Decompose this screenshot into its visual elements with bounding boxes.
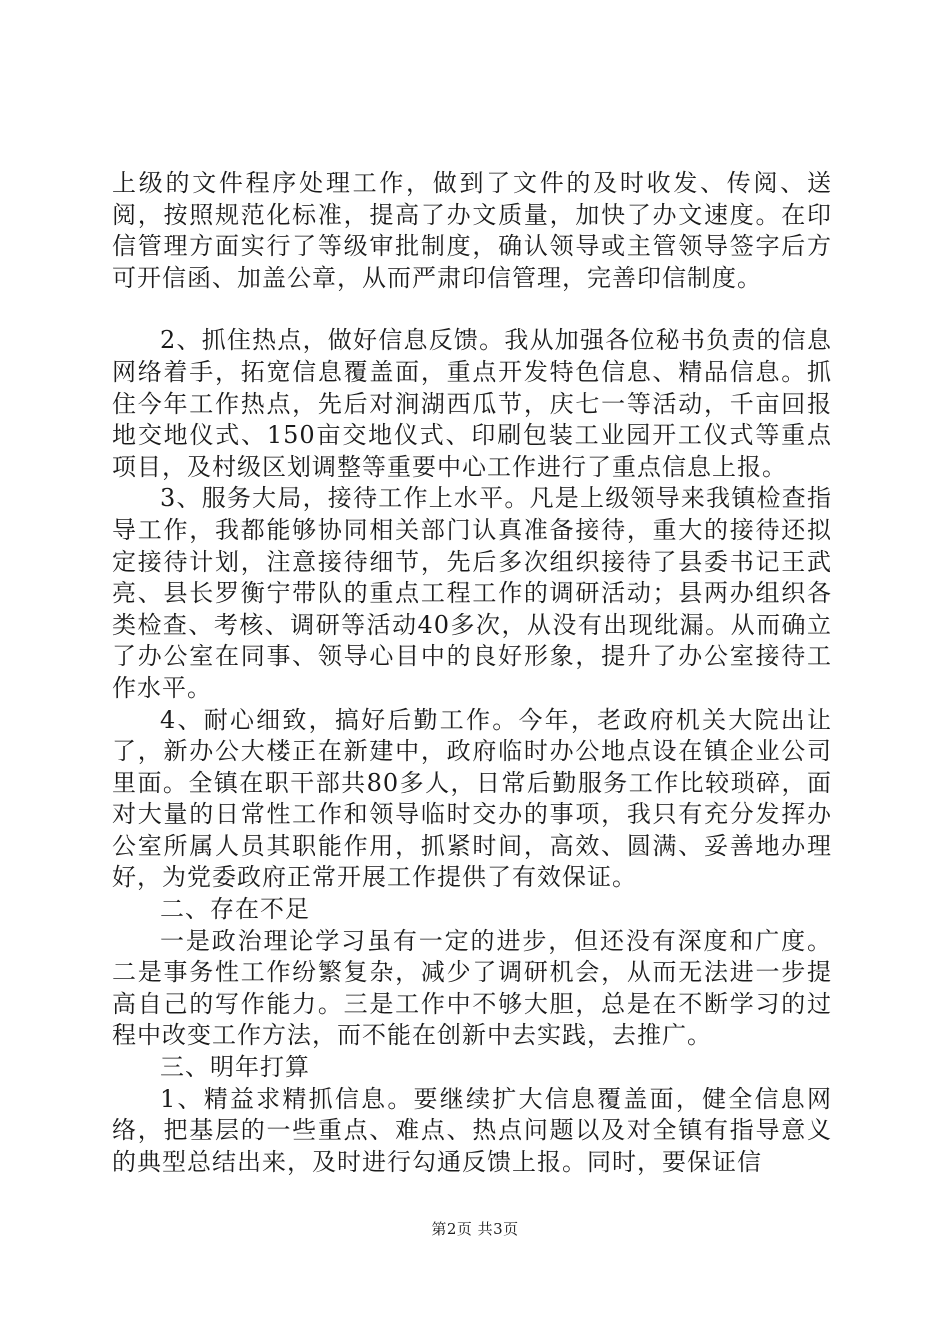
section-heading-shortcomings: 二、存在不足 (160, 895, 310, 924)
section-heading-next-year: 三、明年打算 (160, 1053, 310, 1082)
document-body (112, 168, 832, 1178)
paragraph-shortcomings: 一是政治理论学习虽有一定的进步，但还没有深度和广度。二是事务性工作纷繁复杂，减少了调研机会，从而无法进一步提高自己的写作能力。三是工作中不够大胆，总是在不断学习的过程中改变工作方法，而不能在创新中去实践，去推广。 (112, 926, 832, 1050)
paragraph-logistics: 4、耐心细致，搞好后勤工作。今年，老政府机关大院出让了，新办公大楼正在新建中，政府临时办公地点设在镇企业公司里面。全镇在职干部共80多人，日常后勤服务工作比较琐碎，面对大量的日常性工作和领导临时交办的事项，我只有充分发挥办公室所属人员其职能作用，抓紧时间，高效、圆满、妥善地办理好，为党委政府正常开展工作提供了有效保证。 (112, 705, 832, 892)
paragraph-next-year-info: 1、精益求精抓信息。要继续扩大信息覆盖面，健全信息网络，把基层的一些重点、难点、热点问题以及对全镇有指导意义的典型总结出来，及时进行勾通反馈上报。同时，要保证信 (112, 1084, 832, 1176)
paragraph-reception: 3、服务大局，接待工作上水平。凡是上级领导来我镇检查指导工作，我都能够协同相关部门认真准备接待，重大的接待还拟定接待计划，注意接待细节，先后多次组织接待了县委书记王武亮、县长罗衡宁带队的重点工程工作的调研活动；县两办组织各类检查、考核、调研等活动40多次，从没有出现纰漏。从而确立了办公室在同事、领导心目中的良好形象，提升了办公室接待工作水平。 (112, 484, 832, 702)
paragraph-info-feedback: 2、抓住热点，做好信息反馈。我从加强各位秘书负责的信息网络着手，拓宽信息覆盖面，重点开发特色信息、精品信息。抓住今年工作热点，先后对涧湖西瓜节，庆七一等活动，千亩回报地交地仪式、150亩交地仪式、印刷包装工业园开工仪式等重点项目，及村级区划调整等重要中心工作进行了重点信息上报。 (112, 326, 832, 481)
page-number-footer: 第2页 共3页 (431, 1220, 519, 1238)
paragraph-continued: 上级的文件程序处理工作，做到了文件的及时收发、传阅、送阅，按照规范化标准，提高了办文质量，加快了办文速度。在印信管理方面实行了等级审批制度，确认领导或主管领导签字后方可开信函、加盖公章，从而严肃印信管理，完善印信制度。 (112, 169, 832, 292)
